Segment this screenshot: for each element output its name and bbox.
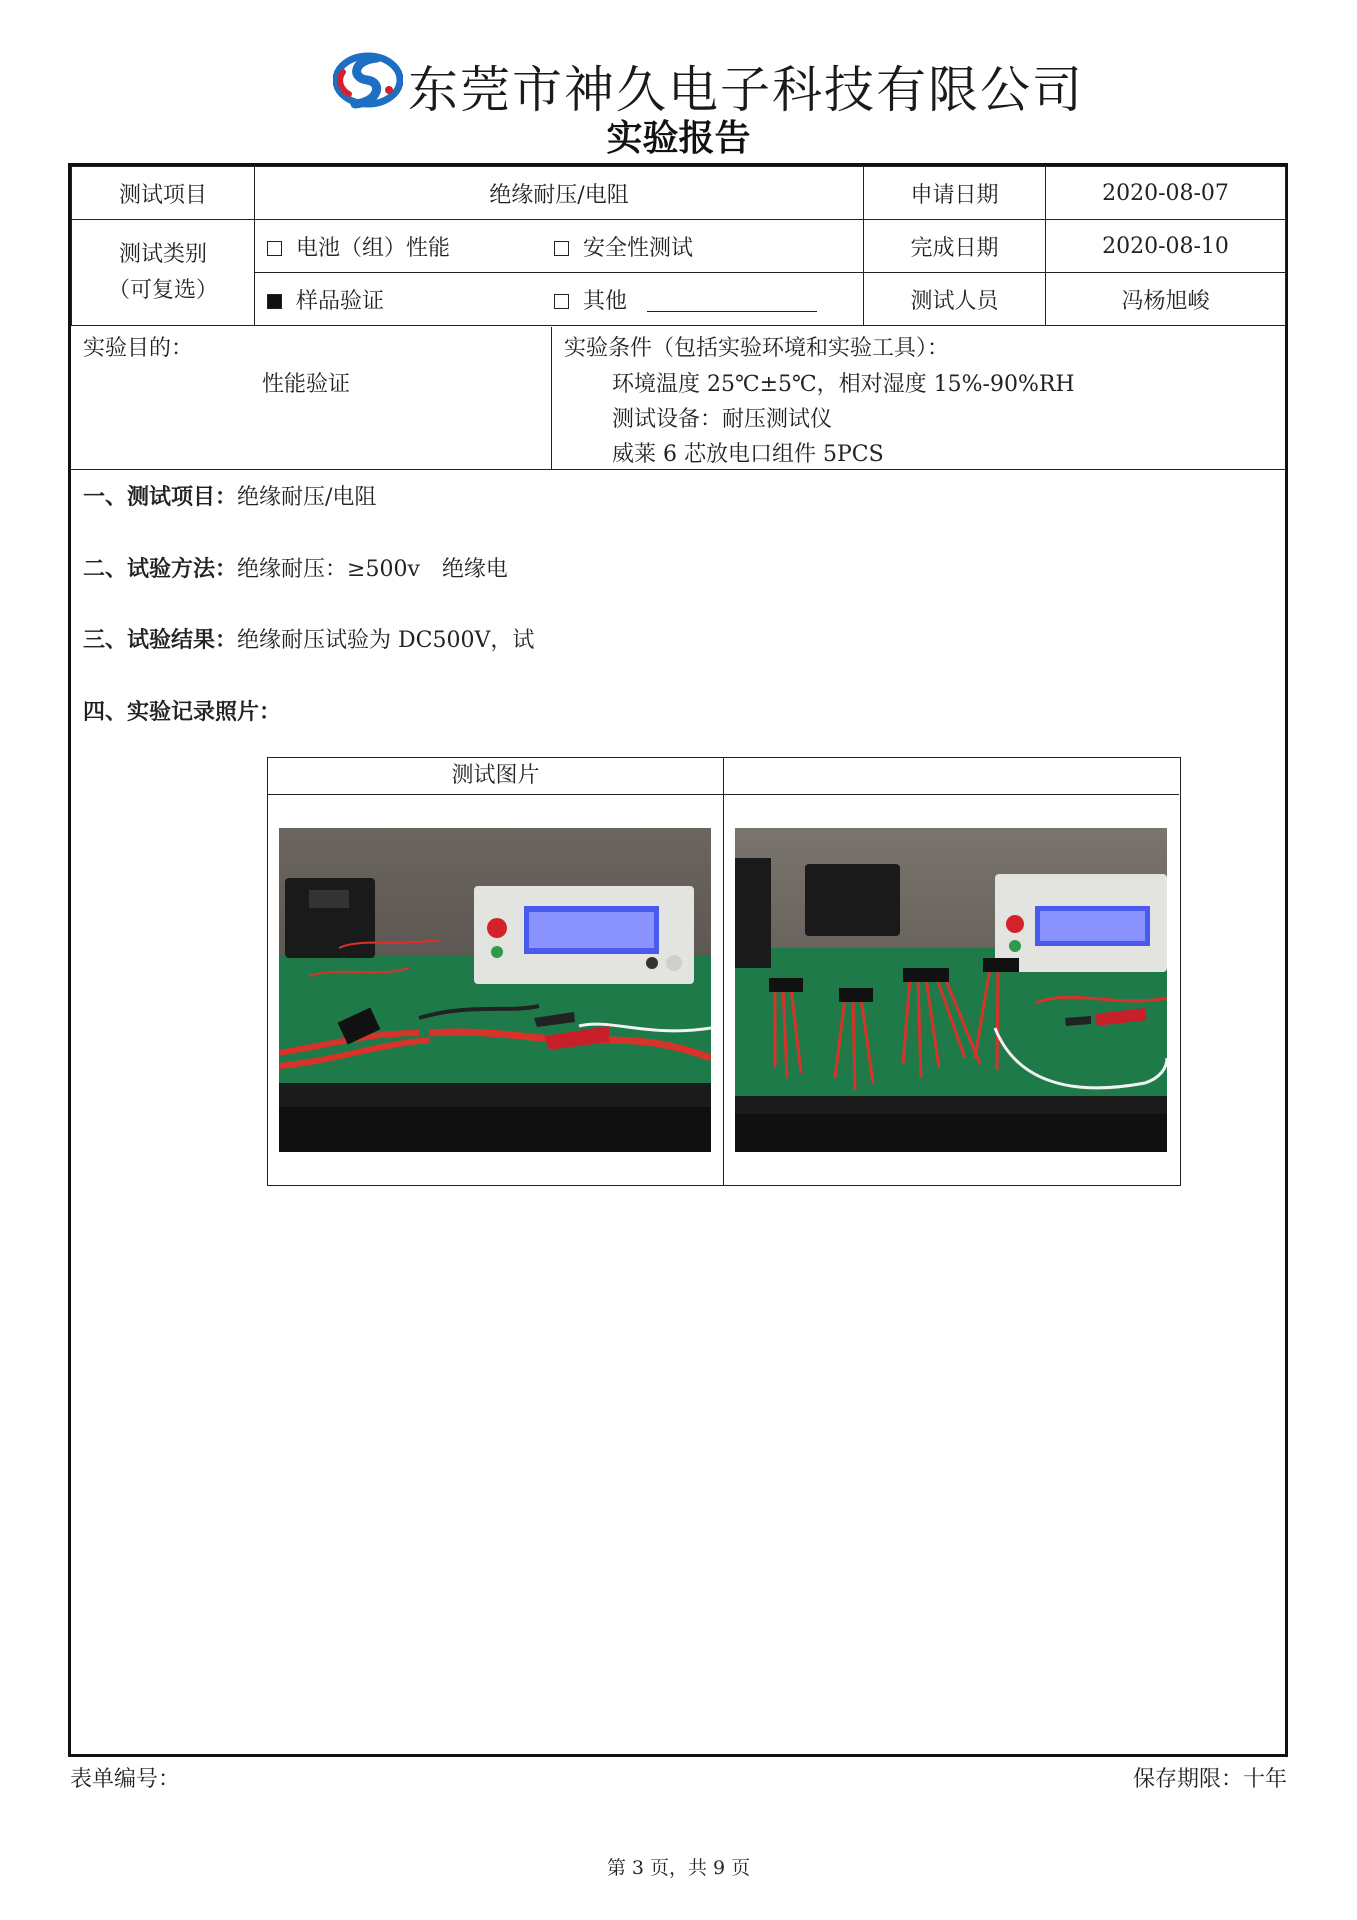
category-label xyxy=(72,220,255,326)
checkbox-icon[interactable] xyxy=(554,241,569,256)
section-test-item: 一、测试项目：绝缘耐压/电阻 xyxy=(83,485,377,510)
condition-line: 环境温度 25℃±5℃，相对湿度 15%-90%RH xyxy=(612,372,1075,397)
other-blank-line xyxy=(647,291,817,312)
option-safety-test[interactable]: 安全性测试 xyxy=(554,231,693,262)
section-test-method: 二、试验方法：绝缘耐压：≥500v 绝缘电 xyxy=(83,557,508,582)
option-sample-verification[interactable]: 样品验证 xyxy=(267,284,547,315)
company-name: 东莞市神久电子科技有限公司 xyxy=(408,61,1084,119)
test-item-value: 绝缘耐压/电阻 xyxy=(255,167,864,220)
apply-date-value: 2020-08-07 xyxy=(1046,167,1286,220)
photo-table-header-left: 测试图片 xyxy=(268,758,723,795)
option-battery-performance[interactable]: 电池（组）性能 xyxy=(267,231,547,262)
tester-label: 测试人员 xyxy=(864,273,1046,326)
option-other[interactable]: 其他 xyxy=(554,284,817,315)
page-indicator: 第 3 页，共 9 页 xyxy=(606,1857,751,1879)
finish-date-label: 完成日期 xyxy=(864,220,1046,273)
category-options-row-1 xyxy=(255,220,864,273)
conditions-label: 实验条件（包括实验环境和实验工具）： xyxy=(564,336,950,361)
retention-period: 保存期限：十年 xyxy=(1132,1767,1287,1792)
test-item-label: 测试项目 xyxy=(72,167,255,220)
report-frame xyxy=(68,163,1288,1757)
category-options-row-2 xyxy=(255,273,864,326)
test-photo-2 xyxy=(735,828,1167,1152)
form-number-label: 表单编号： xyxy=(70,1767,181,1792)
photo-table-header-right xyxy=(724,758,1179,795)
finish-date-value: 2020-08-10 xyxy=(1046,220,1286,273)
purpose-cell xyxy=(71,327,552,469)
section-test-result: 三、试验结果：绝缘耐压试验为 DC500V，试 xyxy=(83,628,535,653)
condition-line: 测试设备：耐压测试仪 xyxy=(612,407,833,432)
test-photo-1 xyxy=(279,828,711,1152)
section-photo-record: 四、实验记录照片： xyxy=(83,700,282,725)
checkbox-icon[interactable] xyxy=(267,241,282,256)
photo-table-divider xyxy=(723,758,724,1185)
condition-line: 威莱 6 芯放电口组件 5PCS xyxy=(612,442,884,467)
report-header xyxy=(0,40,1357,160)
category-label-line1: 测试类别 xyxy=(118,241,207,267)
purpose-label: 实验目的： xyxy=(83,336,194,361)
purpose-value: 性能验证 xyxy=(262,372,351,397)
purpose-conditions-row xyxy=(71,327,1285,470)
checkbox-checked-icon[interactable] xyxy=(267,294,282,309)
checkbox-icon[interactable] xyxy=(554,294,569,309)
info-table xyxy=(71,166,1286,326)
category-label-line2: （可复选） xyxy=(107,277,218,303)
conditions-cell xyxy=(552,327,1285,469)
photo-table xyxy=(267,757,1181,1186)
tester-value: 冯杨旭峻 xyxy=(1046,273,1286,326)
apply-date-label: 申请日期 xyxy=(864,167,1046,220)
company-logo xyxy=(333,50,403,110)
report-title: 实验报告 xyxy=(606,118,751,159)
